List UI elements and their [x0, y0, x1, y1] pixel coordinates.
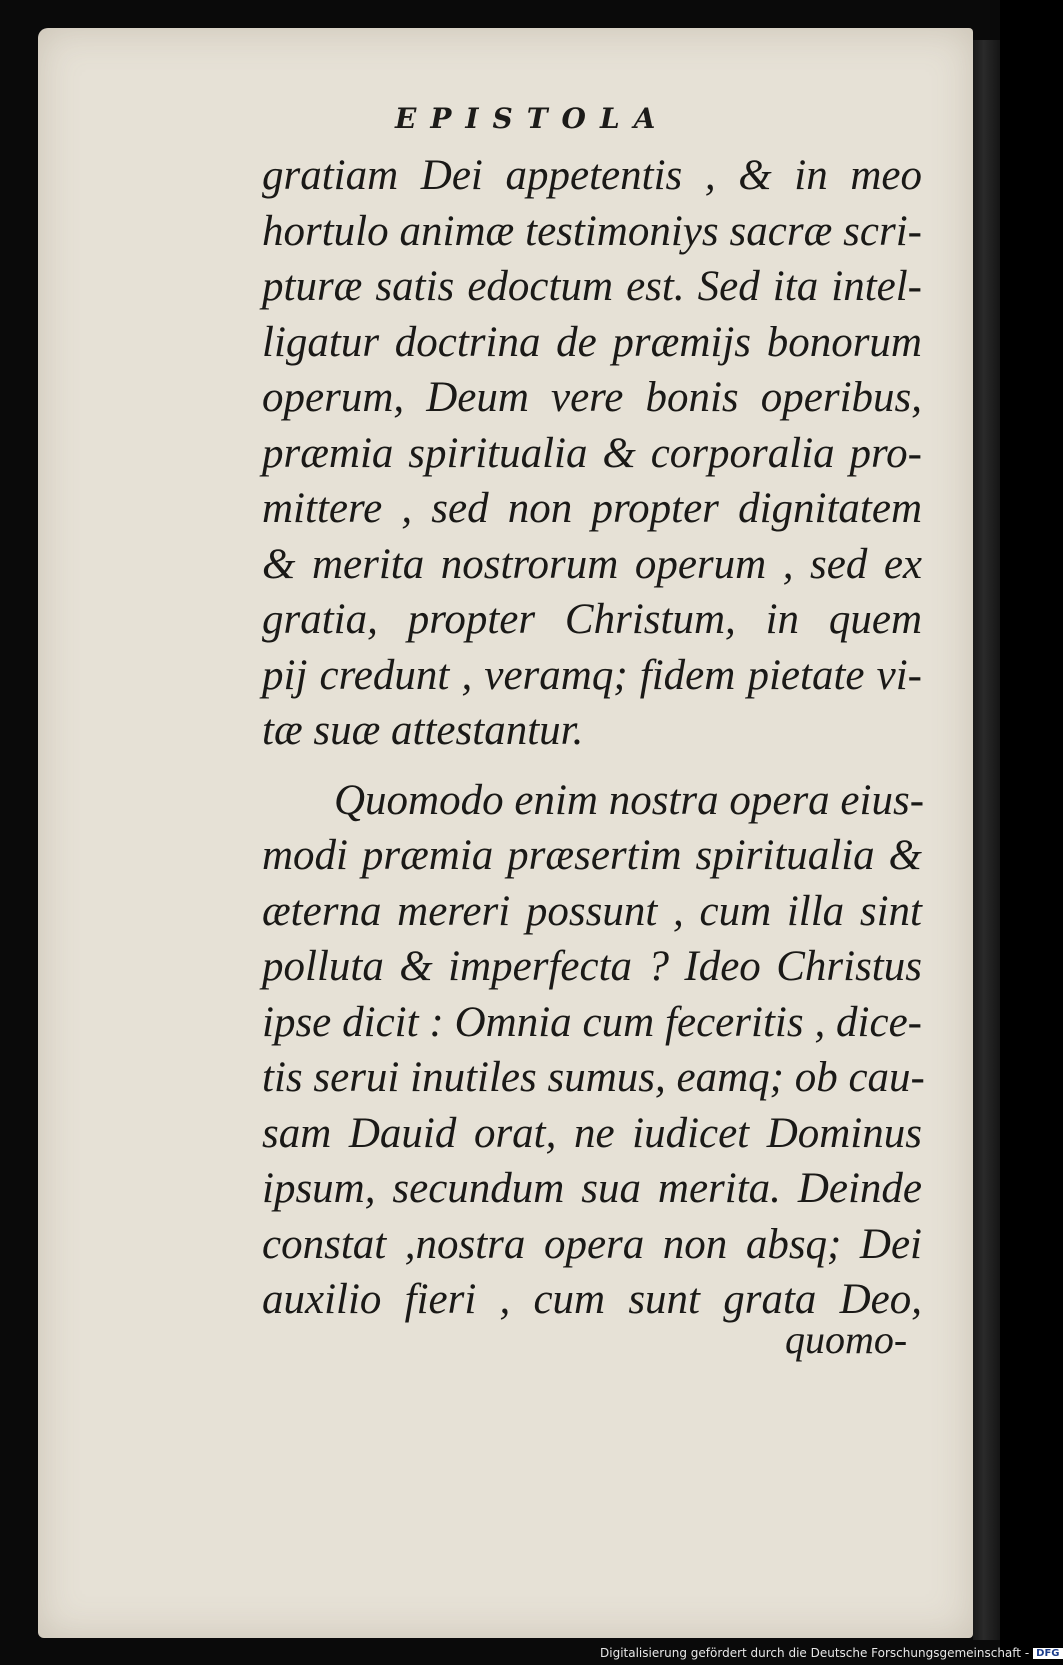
- text-line: tis serui inutiles sumus, eamq; ob cau-: [262, 1054, 925, 1101]
- digitization-footer: [600, 1646, 1063, 1660]
- text-line: pturæ satis edoctum est. Sed ita intel-: [262, 263, 922, 310]
- dfg-logo: DFG: [1033, 1648, 1062, 1659]
- text-line: constat ,nostra opera non absq; Dei: [262, 1220, 922, 1268]
- text-line: præmia spiritualia & corporalia pro-: [262, 429, 922, 477]
- catchword: quomo-: [785, 1317, 908, 1362]
- text-line: modi præmia præsertim spiritualia &: [262, 832, 922, 879]
- text-line: gratiam Dei appetentis , & in meo: [262, 152, 922, 199]
- text-line: operum, Deum vere bonis operibus,: [262, 374, 922, 421]
- text-line: sam Dauid orat, ne iudicet Dominus: [262, 1109, 922, 1157]
- text-line: hortulo animæ testimoniys sacræ scri-: [262, 207, 922, 255]
- text-line: mittere , sed non propter dignitatem: [262, 485, 922, 532]
- running-head: EPISTOLA: [395, 102, 670, 135]
- body-text: [262, 148, 925, 1328]
- paragraph-gap: [262, 759, 922, 773]
- text-line: ligatur doctrina de præmijs bonorum: [262, 318, 922, 366]
- footer-text: Digitalisierung gefördert durch die Deutsche Forschungsgemeinschaft -: [600, 1646, 1030, 1660]
- text-line: Quomodo enim nostra opera eius-: [334, 776, 925, 824]
- text-line: ipse dicit : Omnia cum feceritis , dice-: [262, 998, 922, 1046]
- text-line: tæ suæ attestantur.: [262, 707, 584, 754]
- text-line: auxilio fieri , cum sunt grata Deo,: [262, 1276, 922, 1323]
- text-line: æterna mereri possunt , cum illa sint: [262, 887, 922, 935]
- text-line: polluta & imperfecta ? Ideo Christus: [262, 943, 922, 990]
- book-edge: [973, 40, 1000, 1640]
- text-line: & merita nostrorum operum , sed ex: [262, 540, 922, 588]
- text-line: gratia, propter Christum, in quem: [262, 596, 922, 643]
- text-line: pij credunt , veramq; fidem pietate vi-: [262, 651, 922, 699]
- text-line: ipsum, secundum sua merita. Deinde: [262, 1165, 922, 1212]
